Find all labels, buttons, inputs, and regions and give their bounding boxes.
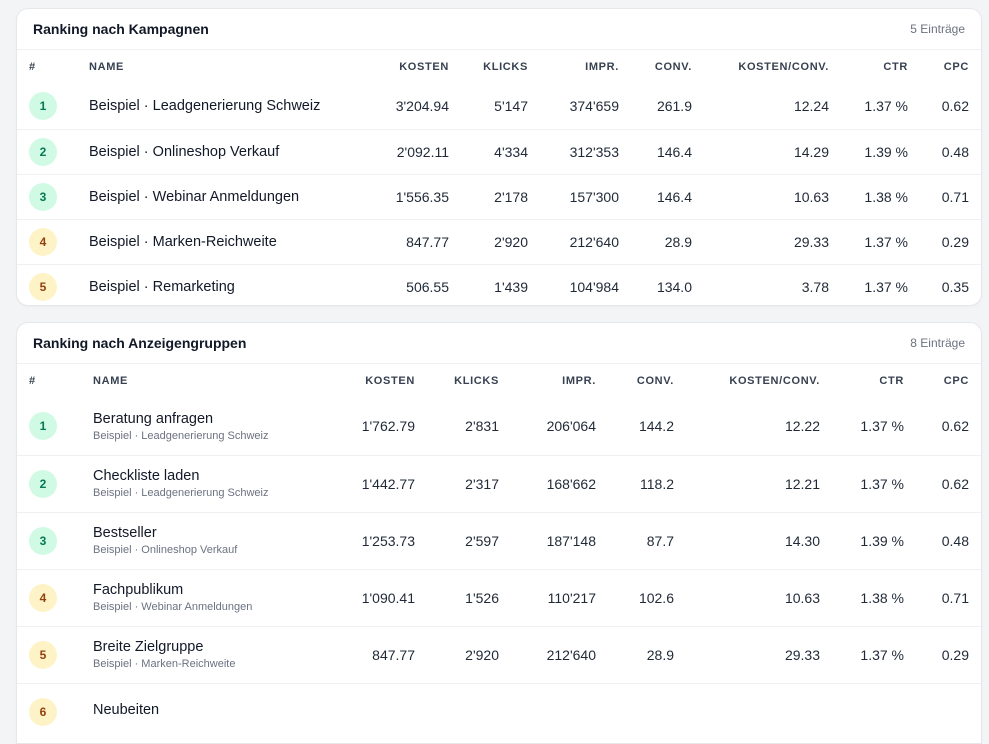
column-header-klicks[interactable]: KLICKS (483, 61, 528, 73)
cell-conv (596, 683, 674, 740)
cell-conv: 118.2 (596, 455, 674, 512)
cell-kosten: 847.77 (315, 626, 415, 683)
table-row[interactable] (17, 129, 981, 174)
cell-ctr: 1.37 % (864, 98, 908, 115)
cell-kosten-conv: 14.30 (674, 512, 820, 569)
campaign-ranking-header (17, 9, 981, 50)
row-name[interactable]: Beratung anfragen (93, 410, 214, 427)
cell-klicks: 1'439 (449, 264, 528, 306)
cell-cpc: 0.71 (908, 174, 981, 219)
cell-ctr: 1.38 % (820, 569, 904, 626)
rank-badge: 4 (29, 228, 57, 256)
column-header-ctr[interactable]: CTR (883, 61, 908, 73)
row-name[interactable]: Beispiel · Marken-Reichweite (89, 233, 277, 250)
cell-ctr: 1.37 % (860, 418, 904, 435)
campaign-ranking-card (16, 8, 982, 306)
cell-klicks: 2'920 (449, 219, 528, 264)
campaign-header-row (17, 50, 981, 84)
row-campaign-label: Beispiel · Onlineshop Verkauf (93, 544, 238, 556)
rank-badge: 2 (29, 138, 57, 166)
cell-cpc: 0.62 (941, 418, 969, 435)
cell-kosten: 847.77 (349, 219, 449, 264)
cell-kosten (315, 683, 415, 740)
table-row[interactable] (17, 264, 981, 306)
column-header-cpc[interactable]: CPC (943, 375, 969, 387)
cell-impr (499, 683, 596, 740)
cell-kosten: 1'253.73 (315, 512, 415, 569)
row-name[interactable]: Breite Zielgruppe (93, 639, 204, 655)
rank-badge: 2 (29, 470, 57, 498)
cell-impr: 374'659 (569, 98, 619, 115)
column-header-cpc[interactable]: CPC (943, 61, 969, 73)
rank-badge: 5 (29, 273, 57, 301)
row-campaign-label: Beispiel · Marken-Reichweite (93, 658, 236, 670)
cell-ctr: 1.37 % (829, 264, 908, 306)
row-name[interactable]: Checkliste laden (93, 468, 200, 484)
cell-cpc: 0.29 (904, 626, 981, 683)
row-name[interactable]: Beispiel · Webinar Anmeldungen (89, 188, 300, 205)
column-header-klicks[interactable]: KLICKS (454, 375, 499, 387)
adgroup-ranking-header (17, 323, 981, 364)
campaign-ranking-table (17, 50, 981, 306)
column-header-kosten[interactable]: KOSTEN (365, 375, 415, 387)
column-header-kosten-conv[interactable]: KOSTEN/CONV. (729, 375, 820, 387)
table-row[interactable] (17, 626, 981, 683)
cell-ctr: 1.39 % (820, 512, 904, 569)
cell-ctr: 1.37 % (820, 455, 904, 512)
rank-badge: 1 (29, 412, 57, 440)
cell-cpc: 0.71 (904, 569, 981, 626)
table-row[interactable] (17, 84, 981, 129)
column-header-kosten[interactable]: KOSTEN (399, 61, 449, 73)
rank-badge: 3 (29, 527, 57, 555)
cell-impr: 157'300 (528, 174, 619, 219)
cell-klicks (415, 683, 499, 740)
column-header-conv[interactable]: CONV. (654, 61, 692, 73)
cell-ctr: 1.38 % (829, 174, 908, 219)
table-row[interactable] (17, 512, 981, 569)
table-row[interactable] (17, 398, 981, 455)
row-name[interactable]: Neubeiten (93, 702, 160, 719)
cell-conv: 261.9 (656, 98, 692, 115)
cell-kosten: 1'762.79 (361, 418, 415, 435)
row-name[interactable]: Beispiel · Onlineshop Verkauf (89, 143, 280, 160)
cell-klicks: 4'334 (449, 129, 528, 174)
cell-cpc (904, 683, 981, 740)
cell-kosten-conv: 12.24 (793, 98, 829, 115)
cell-kosten-conv: 10.63 (692, 174, 829, 219)
column-header-rank[interactable]: # (29, 375, 36, 387)
cell-kosten-conv: 10.63 (674, 569, 820, 626)
cell-cpc: 0.62 (941, 98, 969, 115)
row-campaign-label: Beispiel · Leadgenerierung Schweiz (93, 429, 269, 442)
row-campaign-label: Beispiel · Leadgenerierung Schweiz (93, 487, 269, 499)
cell-conv: 134.0 (619, 264, 692, 306)
cell-klicks: 5'147 (494, 98, 528, 115)
table-row[interactable] (17, 219, 981, 264)
cell-conv: 87.7 (596, 512, 674, 569)
cell-conv: 28.9 (619, 219, 692, 264)
table-row[interactable] (17, 455, 981, 512)
campaign-ranking-title: Ranking nach Kampagnen (33, 21, 209, 37)
cell-kosten: 3'204.94 (395, 98, 449, 115)
column-header-impr[interactable]: IMPR. (585, 61, 619, 73)
column-header-rank[interactable]: # (29, 61, 36, 73)
cell-kosten-conv: 29.33 (674, 626, 820, 683)
adgroup-ranking-table (17, 364, 981, 740)
cell-ctr: 1.39 % (829, 129, 908, 174)
rank-badge: 1 (29, 92, 57, 120)
row-name[interactable]: Beispiel · Leadgenerierung Schweiz (89, 98, 321, 115)
adgroup-ranking-title: Ranking nach Anzeigengruppen (33, 335, 247, 351)
cell-kosten-conv: 14.29 (692, 129, 829, 174)
column-header-ctr[interactable]: CTR (879, 375, 904, 387)
cell-kosten-conv (674, 683, 820, 740)
row-name[interactable]: Fachpublikum (93, 582, 184, 598)
adgroup-entry-count: 8 Einträge (910, 336, 965, 350)
row-campaign-label: Beispiel · Webinar Anmeldungen (93, 601, 253, 613)
cell-kosten: 2'092.11 (349, 129, 449, 174)
cell-kosten: 1'090.41 (315, 569, 415, 626)
cell-cpc: 0.29 (908, 219, 981, 264)
adgroup-ranking-card (16, 322, 982, 744)
table-row[interactable] (17, 569, 981, 626)
column-header-impr[interactable]: IMPR. (562, 375, 596, 387)
cell-impr: 104'984 (528, 264, 619, 306)
column-header-name[interactable]: NAME (89, 61, 125, 73)
cell-kosten: 1'442.77 (315, 455, 415, 512)
rank-badge: 3 (29, 183, 57, 211)
row-name[interactable]: Bestseller (93, 525, 157, 541)
campaign-entry-count: 5 Einträge (910, 22, 965, 36)
cell-ctr (820, 683, 904, 740)
cell-klicks: 2'831 (465, 418, 499, 435)
rank-badge: 6 (29, 698, 57, 726)
cell-kosten-conv: 29.33 (692, 219, 829, 264)
cell-klicks: 1'526 (415, 569, 499, 626)
table-row[interactable] (17, 174, 981, 219)
cell-conv: 102.6 (596, 569, 674, 626)
row-name[interactable]: Beispiel · Remarketing (89, 278, 235, 295)
cell-klicks: 2'178 (449, 174, 528, 219)
cell-cpc: 0.35 (908, 264, 981, 306)
cell-impr: 187'148 (499, 512, 596, 569)
cell-cpc: 0.48 (904, 512, 981, 569)
column-header-conv[interactable]: CONV. (636, 375, 674, 387)
cell-ctr: 1.37 % (820, 626, 904, 683)
rank-badge: 4 (29, 584, 57, 612)
cell-klicks: 2'597 (415, 512, 499, 569)
column-header-name[interactable]: NAME (93, 375, 129, 387)
cell-impr: 212'640 (528, 219, 619, 264)
rank-badge: 5 (29, 641, 57, 669)
cell-kosten: 506.55 (349, 264, 449, 306)
cell-conv: 146.4 (619, 129, 692, 174)
cell-cpc: 0.62 (904, 455, 981, 512)
cell-conv: 146.4 (619, 174, 692, 219)
cell-klicks: 2'920 (415, 626, 499, 683)
column-header-kosten-conv[interactable]: KOSTEN/CONV. (738, 61, 829, 73)
adgroup-header-row (17, 364, 981, 398)
cell-kosten: 1'556.35 (349, 174, 449, 219)
cell-ctr: 1.37 % (829, 219, 908, 264)
cell-kosten-conv: 12.22 (784, 418, 820, 435)
cell-klicks: 2'317 (415, 455, 499, 512)
cell-impr: 212'640 (499, 626, 596, 683)
table-row[interactable] (17, 683, 981, 740)
cell-impr: 206'064 (546, 418, 596, 435)
cell-conv: 144.2 (638, 418, 674, 435)
cell-impr: 312'353 (528, 129, 619, 174)
cell-cpc: 0.48 (908, 129, 981, 174)
cell-impr: 110'217 (499, 569, 596, 626)
cell-kosten-conv: 12.21 (674, 455, 820, 512)
cell-conv: 28.9 (596, 626, 674, 683)
cell-kosten-conv: 3.78 (692, 264, 829, 306)
cell-impr: 168'662 (499, 455, 596, 512)
